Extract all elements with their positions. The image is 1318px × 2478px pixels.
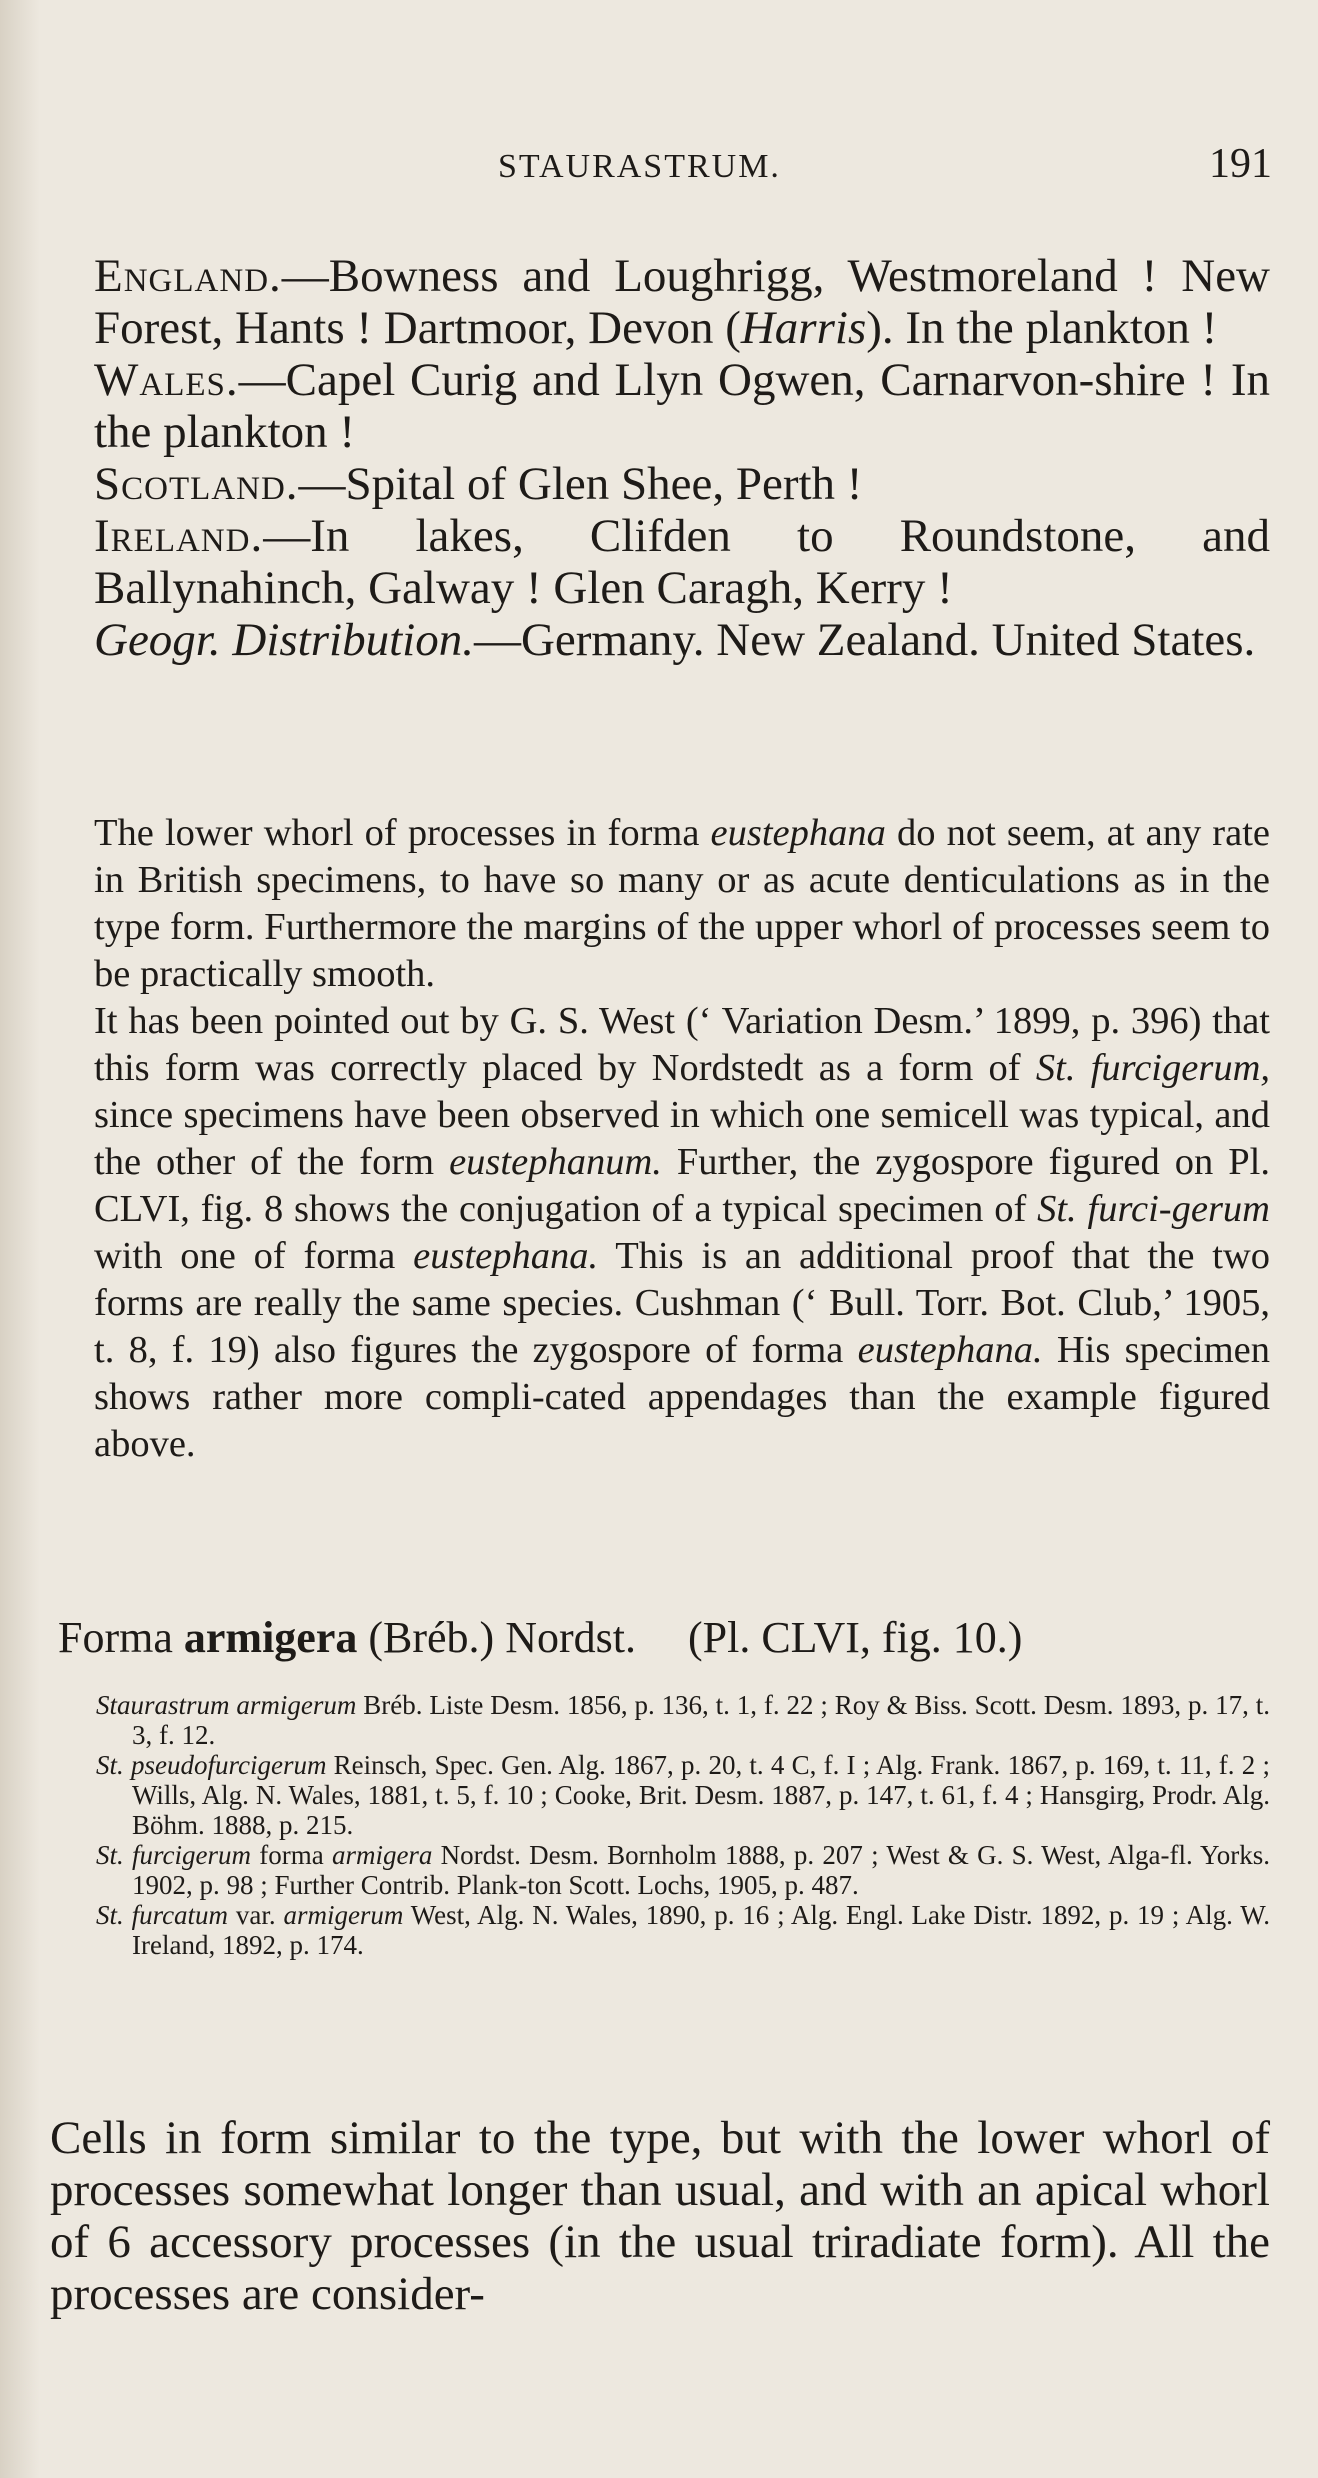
synonymy-list [96,1690,1270,1960]
distribution-wales: Wales.—Capel Curig and Llyn Ogwen, Carnarvon-shire ! In the plankton ! [94,354,1270,458]
page-number: 191 [1209,141,1272,187]
scotland-label: Scotland. [94,458,299,510]
wales-label: Wales. [94,354,239,406]
ireland-label: Ireland. [94,510,264,562]
forma-name: armigera [183,1613,358,1662]
discussion-paragraph-2: It has been pointed out by G. S. West (‘ Variation Desm.’ 1899, p. 396) that this form was correctly placed by Nordstedt as a form of St. furcigerum, since specimens have been observed in which one semicell was typical, and the other of the form eustephanum. Further, the zygospore figured on Pl. CLVI, fig. 8 shows the conjugation of a typical specimen of St. furci-gerum with one of forma eustephana. This is an additional proof that the two forms are really the same species. Cushman (‘ Bull. Torr. Bot. Club,’ 1905, t. 8, f. 19) also figures the zygospore of forma eustephana. His specimen shows rather more compli-cated appendages than the example figured above. [94,1000,1270,1465]
distribution-ireland: Ireland.—In lakes, Clifden to Roundstone, and Ballynahinch, Galway ! Glen Caragh, Kerry ! [94,510,1270,614]
distribution-scotland: Scotland.—Spital of Glen Shee, Perth ! [94,458,863,510]
distribution-england: England.—Bowness and Loughrigg, Westmoreland ! New Forest, Hants ! Dartmoor, Devon (Harris). In the plankton ! [94,250,1270,354]
distribution-section [94,250,1270,666]
page-gutter-shadow [0,0,40,2478]
distribution-geographic: Geogr. Distribution.—Germany. New Zealand. United States. [94,614,1256,666]
england-label: England. [94,250,282,302]
description-paragraph: Cells in form similar to the type, but with the lower whorl of processes somewhat longer than usual, and with an apical whorl of 6 accessory processes (in the usual triradiate form). All the processes are consider- [50,2112,1270,2320]
synonym-entry: Staurastrum armigerum Bréb. Liste Desm. 1856, p. 136, t. 1, f. 22 ; Roy & Biss. Scott. Desm. 1893, p. 17, t. 3, f. 12. [96,1690,1270,1750]
forma-heading: Forma armigera (Bréb.) Nordst. (Pl. CLVI, fig. 10.) [58,1613,1023,1662]
synonym-entry: St. pseudofurcigerum Reinsch, Spec. Gen. Alg. 1867, p. 20, t. 4 C, f. I ; Alg. Frank. 1867, p. 169, t. 11, f. 2 ; Wills, Alg. N. Wales, 1881, t. 5, f. 10 ; Cooke, Brit. Desm. 1887, p. 147, t. 61, f. 4 ; Hansgirg, Prodr. Alg. Böhm. 1888, p. 215. [96,1750,1270,1840]
running-head: STAURASTRUM. [498,148,781,185]
page-header [0,141,1318,198]
synonym-entry: St. furcigerum forma armigera Nordst. Desm. Bornholm 1888, p. 207 ; West & G. S. West, Alga-fl. Yorks. 1902, p. 98 ; Further Contrib. Plank-ton Scott. Lochs, 1905, p. 487. [96,1840,1271,1900]
discussion-section [94,810,1270,1468]
discussion-paragraph-1: The lower whorl of processes in forma eustephana do not seem, at any rate in British specimens, to have so many or as acute denticulations as in the type form. Furthermore the margins of the upper whorl of processes seem to be practically smooth. [94,812,1270,995]
synonym-entry: St. furcatum var. armigerum West, Alg. N. Wales, 1890, p. 16 ; Alg. Engl. Lake Distr. 1892, p. 19 ; Alg. W. Ireland, 1892, p. 174. [96,1900,1270,1960]
geogr-label: Geogr. Distribution. [94,614,474,666]
plate-reference: (Pl. CLVI, fig. 10.) [687,1613,1023,1662]
description-section [50,2112,1270,2320]
